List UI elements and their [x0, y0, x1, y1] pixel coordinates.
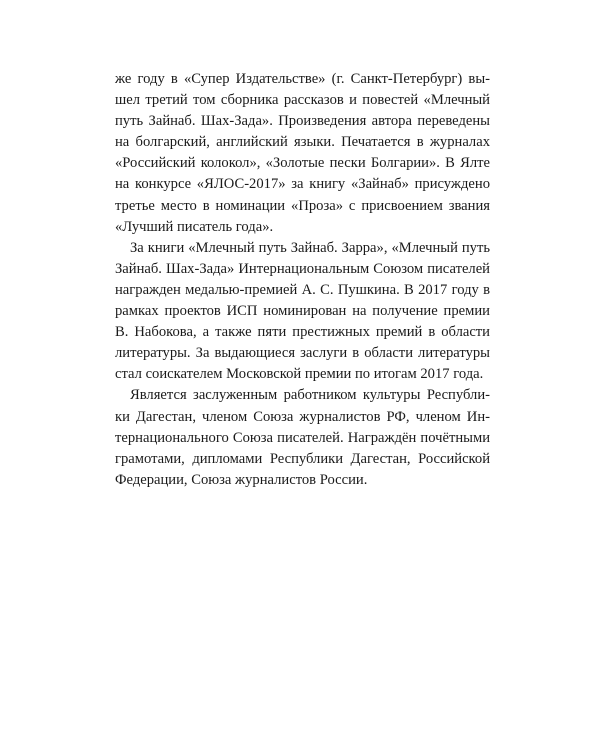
text-line: на конкурсе «ЯЛОС-2017» за книгу «Зайнаб» присуждено: [115, 176, 490, 193]
text-line: Федерации, Союза журналистов России.: [115, 471, 368, 488]
text-line: В. Набокова, а также пяти престижных премий в области: [115, 324, 490, 341]
text-line: Зайнаб. Шах-Зада» Интернациональным Союзом писателей: [115, 260, 490, 277]
text-line: За книги «Млечный путь Зайнаб. Зарра», «Млечный путь: [130, 239, 490, 256]
text-line: литературы. За выдающиеся заслуги в области литературы: [115, 345, 490, 362]
paragraph-1: [115, 69, 490, 238]
text-line: ки Дагестан, членом Союза журналистов РФ, членом Ин-: [115, 408, 490, 425]
text-line: тернационального Союза писателей. Награждён почётными: [115, 429, 490, 446]
paragraph-3: [115, 385, 490, 490]
text-line: стал соискателем Московской премии по итогам 2017 года.: [115, 366, 484, 383]
text-line: награжден медалью-премией А. С. Пушкина. В 2017 году в: [115, 281, 490, 298]
text-line: грамотами, дипломами Республики Дагестан, Российской: [115, 450, 490, 467]
text-line: же году в «Супер Издательстве» (г. Санкт-Петербург) вы-: [115, 71, 490, 87]
text-line: путь Зайнаб. Шах-Зада». Произведения автора переведены: [115, 113, 490, 130]
paragraph-2: [115, 238, 490, 386]
text-line: рамках проектов ИСП номинирован на получение премии: [115, 303, 490, 320]
text-line: «Лучший писатель года».: [115, 218, 274, 235]
text-line: шел третий том сборника рассказов и повестей «Млечный: [115, 92, 490, 109]
body-text: [115, 69, 490, 491]
text-line: «Российский колокол», «Золотые пески Болгарии». В Ялте: [115, 155, 490, 172]
text-line: третье место в номинации «Проза» с присвоением звания: [115, 197, 490, 214]
text-line: на болгарский, английский языки. Печатается в журналах: [115, 134, 490, 151]
text-line: Является заслуженным работником культуры Республи-: [130, 387, 490, 404]
